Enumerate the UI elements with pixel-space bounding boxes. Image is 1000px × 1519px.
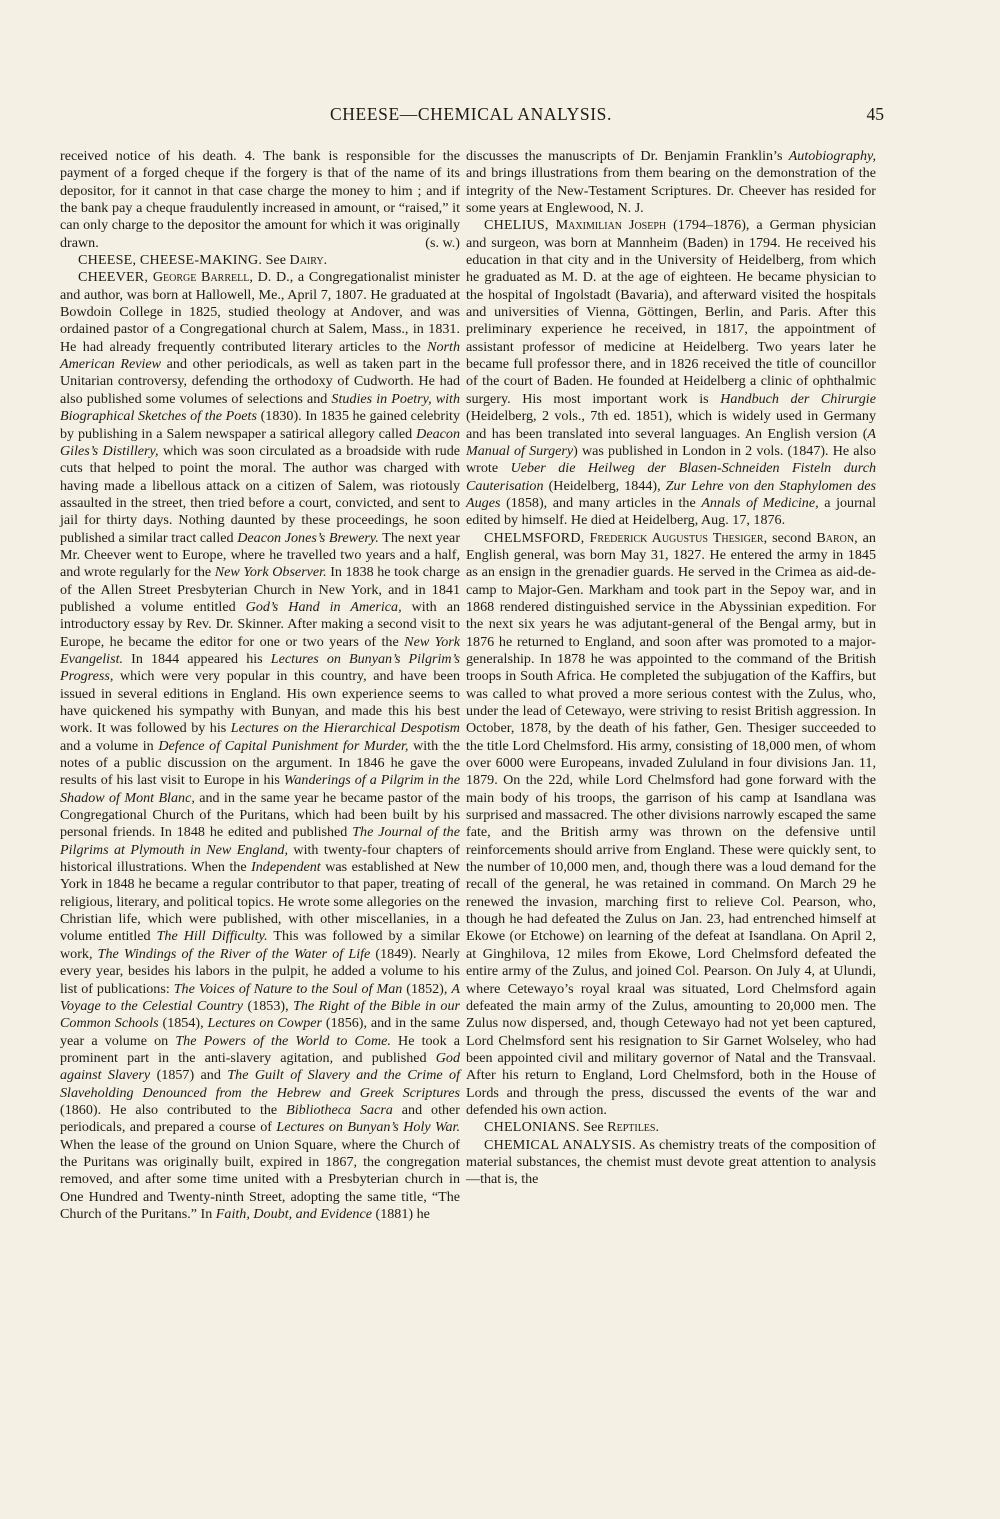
title-manual-of-surgery: A Manual of Surgery [466, 425, 876, 459]
title-wanderings: Wanderings of a Pilgrim in the Shadow of Mont Blanc, [60, 772, 460, 806]
title-deacon-jones: Deacon Jones’s Brewery. [237, 529, 379, 546]
text-run: (1852), [406, 980, 448, 997]
text-run: and a volume in [60, 737, 154, 754]
text-run: (1857) and [156, 1067, 221, 1084]
left-column [60, 148, 460, 1223]
text-run: with twenty-four chapters of historical illustrations. When the [60, 841, 460, 876]
entry-chemical-analysis [466, 1137, 876, 1189]
text-run: (1794–1876), a German physician and surgeon, was born at Mannheim (Baden) in 1794. He received his education in that city and in the University of Heidelberg, from which he graduated as M. D. at the age of eighteen. He became physician to the hospital of Ingolstadt (Bavaria), and afterward visited the hospitals and universities of Vienna, Göttingen, Berlin, and Paris. After this preliminary experience he received, in 1817, the appointment of assistant professor of medicine at Heidelberg. Two years later he became full professor there, and in 1826 received the title of councillor of the court of Baden. He founded at Heidelberg a clinic of ophthalmic surgery. His most important work is [466, 217, 876, 407]
text-run: discusses the manuscripts of Dr. Benjamin Franklin’s [466, 148, 783, 164]
title-handbuch: Handbuch der Chirurgie [720, 390, 876, 407]
title-journal-pilgrims: The Journal of the Pilgrims at Plymouth in New England, [60, 824, 460, 858]
text-run: When the lease of the ground on Union Square, where the Church of the Puritans was originally built, expired in 1867, the congregation removed, and after some time united with a Presbyterian church in One Hundred and Twenty-ninth Street, adopting the same title, “The Church of the Puritans.” In [60, 1136, 460, 1222]
text-run: (1849). Nearly every year, besides his labors in the pulpit, he added a volume to his list of publications: [60, 945, 460, 997]
title-defence-capital-punishment: Defence of Capital Punishment for Murder, [158, 737, 409, 754]
title-north-american-review: North American Review [60, 338, 460, 373]
text-run: D. D., a Congregationalist minister and author, was born at Hallowell, Me., April 7, 1807. He graduated at Bowdoin College in 1825, studied theology at Andover, and was ordained pastor of a Congregational church at Salem, Mass., in 1831. He had already frequently contributed literary articles to the [60, 269, 460, 355]
title-deacon-giles: Deacon Giles’s Distillery, [60, 425, 460, 459]
title-powers-of-world: The Powers of the World to Come. [175, 1032, 391, 1049]
text-run: (1860). He also contributed to the [60, 1101, 278, 1118]
text-run: He took a prominent part in the anti-slavery agitation, and published [60, 1032, 461, 1066]
title-voyage-celestial: A Voyage to the Celestial Country [60, 980, 460, 1014]
headword-chelonians: CHELONIANS. [484, 1119, 580, 1136]
text-run: (1853), [247, 997, 289, 1014]
text-run: (Heidelberg, 1844), [548, 477, 661, 494]
title-holy-war: Lectures on Bunyan’s Holy War. [276, 1119, 460, 1136]
headword-chemical-analysis: CHEMICAL ANALYSIS. [484, 1136, 636, 1153]
text-run: As chemistry treats of the composition of material substances, the chemist must devote great attention to analysis—that is, the [466, 1136, 876, 1188]
text-run: with the notes of a public discussion on the argument. In 1846 he gave the results of his last visit to Europe in his [60, 737, 460, 789]
title-windings: The Windings of the River of the Water of Life [97, 945, 371, 962]
text-run: The next year Mr. Cheever went to Europe, where he travelled two years and a half, and wrote regularly for the [60, 529, 461, 581]
text-run: was established at New York in 1848 he became a regular contributor to that paper, treating of religious, literary, and political topics. He wrote some allegories on the Christian life, which were published, with other miscellanies, in a volume entitled [60, 859, 460, 945]
text-run: (1854), [162, 1015, 204, 1032]
text-run: This was followed by a similar work, [60, 928, 461, 962]
text-run: and in the same year he became pastor of the Congregational Church of the Puritans, which had been built by his personal friends. In 1848 he edited and published [60, 789, 460, 841]
title-lectures-bunyan: Lectures on Bunyan’s Pilgrim’s Progress, [60, 650, 460, 685]
title-bibliotheca-sacra: Bibliotheca Sacra [286, 1101, 393, 1118]
text-run: (1881) he [375, 1205, 430, 1222]
title-voices-of-nature: The Voices of Nature to the Soul of Man [173, 980, 403, 997]
text-run: In 1838 he took charge of the Allen Street Presbyterian Church in New York, and in 1841 published a volume entitled [60, 564, 460, 615]
see-text: See [265, 252, 286, 269]
entry-cheese [60, 252, 460, 269]
text-run: (1856), and in the same year a volume on [60, 1015, 461, 1049]
title-ny-observer: New York Observer. [214, 564, 327, 581]
page-number: 45 [866, 104, 884, 124]
text-run: ) was published in London in 2 vols. (1847). He also wrote [466, 442, 876, 477]
title-ueber-die-heilweg: Ueber die Heilweg der Blasen-Schneiden Fisteln durch Cauterisation [466, 460, 876, 494]
headword-chelmsford: CHELMSFORD, [484, 529, 585, 546]
entry-chelius [466, 217, 876, 529]
cheever-full-name: George Barrell, [152, 269, 253, 286]
text-run: In 1844 appeared his [131, 650, 263, 667]
text-run: (1830). In 1835 he gained celebrity by publishing in a Salem newspaper a satirical allegory called [60, 408, 460, 442]
text-run: which was soon circulated as a broadside with rude cuts that helped to point the moral. The author was charged with having made a libellous attack on a citizen of Salem, was riotously assaulted in the street, then tried before a court, convicted, and sent to jail for thirty days. Nothing daunted by these proceedings, he soon published a similar tract called [60, 442, 460, 546]
title-god-against-slavery: God against Slavery [60, 1049, 460, 1084]
text-run: (1858), and many articles in the [506, 494, 696, 511]
title-gods-hand: God’s Hand in America, [245, 598, 402, 615]
title-right-of-bible: The Right of the Bible in our Common Schools [60, 997, 460, 1032]
headword-chelius: CHELIUS, [484, 217, 549, 234]
title-hill-difficulty: The Hill Difficulty. [156, 928, 268, 945]
chelmsford-full-name: Frederick Augustus Thesiger, [589, 529, 768, 546]
right-column [466, 148, 876, 1189]
text-run: a journal edited by himself. He died at Heidelberg, Aug. 17, 1876. [466, 494, 876, 529]
entry-cheever [60, 269, 460, 1223]
text-run: and other periodicals, and prepared a course of [60, 1101, 461, 1136]
title-hierarchical-despotism: Lectures on the Hierarchical Despotism [230, 720, 460, 737]
title-studies-in-poetry: Studies in Poetry, with Biographical Sketches of the Poets [60, 390, 460, 425]
headword-cheever: CHEEVER, [78, 269, 149, 286]
text-run: and brings illustrations from them bearing on the demonstration of the integrity of the New-Testament Scriptures. Dr. Cheever has resided for some years at Englewood, N. J. [466, 165, 876, 217]
chelius-full-name: Maximilian Joseph [555, 217, 667, 234]
text-run: an English general, was born May 31, 1827. He entered the army in 1845 as an ensign in the grenadier guards. He served in the Crimea as aid-de-camp to Major-Gen. Markham and took part in the Sepoy war, and in 1868 rendered distinguished service in the Abyssinian expedition. For the next six years he was adjutant-general of the Bengal army, but in 1876 he returned to England, and soon after was promoted to a major-generalship. In 1878 he was appointed to the command of the British troops in South Africa. He completed the subjugation of the Kaffirs, but was called to what proved a more serious contest with the Zulus, who, under the lead of Cetewayo, were striving to resist British aggression. In October, 1878, by the death of his father, Gen. Thesiger succeeded to the title Lord Chelmsford. His army, consisting of 18,000 men, of whom over 6000 were Europeans, invaded Zululand in four divisions Jan. 11, 1879. On the 22d, while Lord Chelmsford had gone forward with the main body of his troops, the garrison of his camp at Isandlana was surprised and massacred. The other divisions narrowly escaped the same fate, and the British army was thrown on the defensive until reinforcements should arrive from England. These were quickly sent, to the number of 10,000 men, and, though there was a loud demand for the recall of the general, he was retained in command. On March 29 he renewed the invasion, marching first to relieve Col. Pearson, who, though he had defeated the Zulus on Jan. 23, had entrenched himself at Ekowe (or Etchowe) on learning of the defeat at Isandlana. On April 2, at Ginghilova, 12 miles from Ekowe, Lord Chelmsford defeated the entire army of the Zulus, and joined Col. Pearson. On July 4, at Ulundi, where Cetewayo’s royal kraal was situated, Lord Chelmsford again defeated the main army of the Zulus, amounting to 20,000 men. The Zulus now dispersed, and, though Cetewayo had not yet been captured, Lord Chelmsford sent his resignation to Sir Garnet Wolseley, who had been appointed civil and military governor of Natal and the Transvaal. After his return to England, Lord Chelmsford, both in the House of Lords and through the press, discussed the events of the war and defended his own action. [466, 529, 876, 1118]
title-autobiography: Autobiography, [788, 148, 876, 164]
cross-ref-dairy[interactable]: Dairy. [289, 252, 328, 269]
page-header [60, 104, 882, 132]
text-run: second [772, 529, 812, 546]
chelmsford-title: Baron, [816, 529, 858, 546]
title-ny-evangelist: New York Evangelist. [60, 633, 460, 667]
headword-cheese: CHEESE, CHEESE-MAKING. [78, 252, 263, 269]
text-run: which were very popular in this country, and have been issued in several editions in England. His own experience seems to have quickened his sympathy with Bunyan, and made this his best work. It was followed by his [60, 668, 460, 737]
see-text: See [583, 1119, 604, 1136]
entry-chelonians [466, 1119, 876, 1136]
text-run: with an introductory essay by Rev. Dr. Skinner. After making a second visit to Europe, he became the editor for one or two years of the [60, 598, 460, 650]
entry-chelmsford [466, 530, 876, 1120]
title-annals-of-medicine: Annals of Medicine, [701, 494, 819, 511]
bank-paragraph [60, 148, 460, 252]
author-signature: (s. w.) [425, 234, 460, 251]
text-run: (Heidelberg, 2 vols., 7th ed. 1851), which is widely used in Germany and has been translated into several languages. An English version ( [466, 408, 876, 442]
bank-text: received notice of his death. 4. The bank is responsible for the payment of a forged cheque if the forgery is that of the name of its depositor, for it cannot in that case charge the money to him ; and if the bank pay a cheque fraudulently increased in amount, or “raised,” it can only charge to the depositor the amount for which it was originally drawn. [60, 148, 460, 251]
title-independent: Independent [251, 859, 321, 876]
title-lectures-cowper: Lectures on Cowper [207, 1015, 323, 1032]
title-faith-doubt-evidence: Faith, Doubt, and Evidence [215, 1205, 372, 1222]
title-zur-lehre: Zur Lehre von den Staphylomen des Auges [466, 477, 877, 511]
text-run: and other periodicals, as well as taken part in the Unitarian controversy, defending the orthodoxy of Cudworth. He had also published some volumes of selections and [60, 356, 460, 407]
running-head: CHEESE—CHEMICAL ANALYSIS. [330, 104, 612, 124]
title-guilt-of-slavery: The Guilt of Slavery and the Crime of Slaveholding Denounced from the Hebrew and Greek Scriptures [60, 1067, 460, 1101]
cross-ref-reptiles[interactable]: Reptiles. [607, 1119, 659, 1136]
cheever-continuation [466, 148, 876, 217]
